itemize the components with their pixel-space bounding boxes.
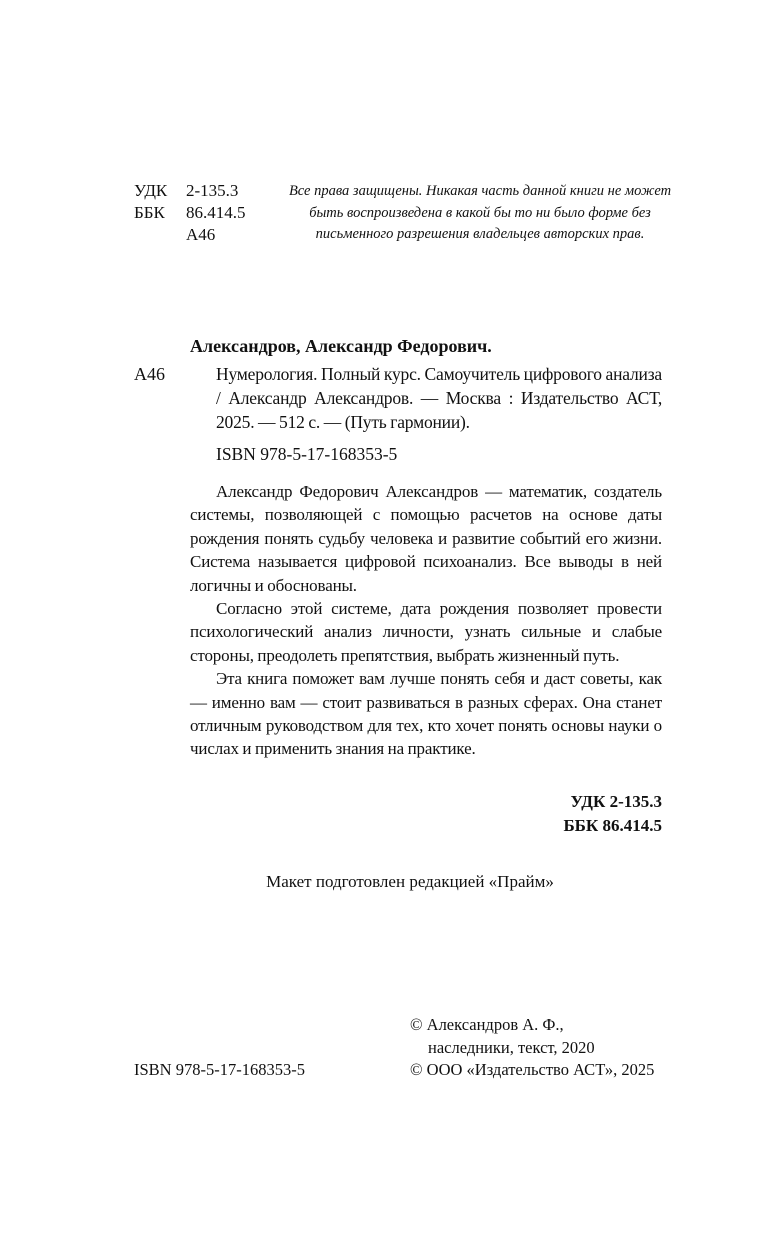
author-heading: Александров, Александр Федорович. bbox=[190, 336, 492, 356]
annotation bbox=[190, 480, 662, 761]
bbk-value: 86.414.5 bbox=[186, 203, 246, 222]
copyright-block bbox=[410, 1014, 654, 1082]
bbk-code: ББК 86.414.5 bbox=[563, 816, 662, 835]
copyright-line: наследники, текст, 2020 bbox=[428, 1037, 595, 1057]
bbk-row bbox=[134, 202, 246, 224]
bibliographic-description: Нумерология. Полный курс. Самоучитель цифрового анализа / Александр Александров. — Москва : Издательство АСТ, 2025. — 512 с. — (Путь гармонии). bbox=[216, 364, 662, 432]
author-mark: А46 bbox=[186, 225, 216, 244]
udk-value: 2-135.3 bbox=[186, 181, 239, 200]
copyright-line: © Александров А. Ф., bbox=[410, 1015, 564, 1034]
rights-notice: Все права защищены. Никакая часть данной книги не может быть воспроизведена в какой бы то ни было форме без письменного разрешения владельцев авторских прав. bbox=[288, 183, 672, 242]
udk-label: УДК bbox=[134, 181, 168, 200]
catalog-mark: А46 bbox=[134, 364, 165, 384]
layout-credit: Макет подготовлен редакцией «Прайм» bbox=[266, 872, 554, 891]
annotation-paragraph: Александр Федорович Александров — математик, создатель системы, позволяющей с помощью расчетов на основе даты рождения понять судьбу человека и развитие событий его жизни. Система называется цифровой психоанализ. Все выводы в ней логичны и обоснованы. bbox=[190, 482, 662, 595]
copyright-line: © ООО «Издательство АСТ», 2025 bbox=[410, 1060, 655, 1079]
udk-code: УДК 2-135.3 bbox=[570, 792, 662, 811]
annotation-paragraph: Эта книга поможет вам лучше понять себя и даст советы, как — именно вам — стоит развиваться в разных сферах. Она станет отличным руководством для тех, кто хочет понять основы науки о числах и применить знания на практике. bbox=[190, 669, 662, 759]
isbn: ISBN 978-5-17-168353-5 bbox=[216, 444, 398, 464]
bbk-label: ББК bbox=[134, 203, 165, 222]
classification-codes bbox=[134, 180, 246, 246]
annotation-paragraph: Согласно этой системе, дата рождения позволяет провести психологический анализ личности, узнать сильные и слабые стороны, преодолеть препятствия, выбрать жизненный путь. bbox=[190, 599, 662, 665]
author-mark-row bbox=[134, 224, 246, 246]
classification-codes-bottom bbox=[563, 790, 662, 838]
isbn-bottom: ISBN 978-5-17-168353-5 bbox=[134, 1060, 305, 1079]
udk-row bbox=[134, 180, 246, 202]
